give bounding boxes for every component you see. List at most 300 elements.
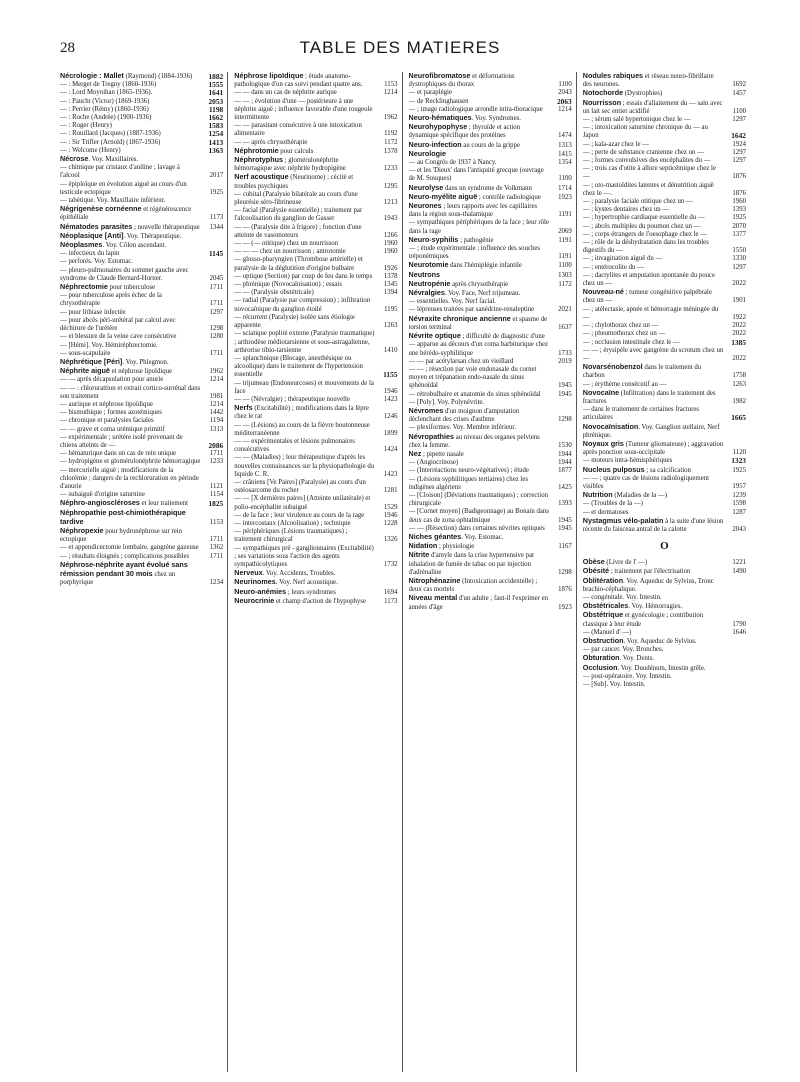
index-entry	[234, 422, 397, 438]
index-entry-page: 1313	[558, 141, 572, 149]
index-entry	[234, 98, 397, 123]
index-entry-text: — ; sérum salé hypertonique chez le —	[582, 116, 691, 124]
index-entry	[234, 396, 397, 404]
index-entry-page: 2045	[209, 274, 224, 282]
index-entry-text: — et dermatoses	[582, 508, 629, 516]
index-entry	[583, 577, 746, 594]
index-entry-text: Neurotomie dans l'hémiplégie infantile	[408, 260, 522, 270]
index-entry-text: Occlusion. Voy. Duodénum, Intestin grêle.	[582, 662, 706, 672]
index-entry-page: 1100	[558, 175, 572, 183]
index-entry	[583, 72, 746, 89]
index-entry-text: Néphro-angioscléroses et leur traitement	[60, 498, 189, 508]
index-entry-page: 2022	[732, 280, 746, 288]
index-headword: Neuro-myélite aiguë	[408, 191, 478, 201]
index-entry-page: 1711	[209, 284, 224, 292]
index-entry-text: Neutropénie après chrysothérapie	[408, 278, 509, 288]
index-entry	[583, 517, 746, 534]
index-entry-text: — ; kala-azar chez le —	[582, 140, 649, 148]
index-entry-text: — — (— otitique) chez un nourrisson	[234, 240, 339, 248]
index-entry	[583, 157, 746, 165]
index-entry	[583, 491, 746, 500]
index-entry-text: Nerfs (Excitabilité) ; modifications dans la lèpre chez le rat	[234, 403, 369, 421]
index-entry-page: 1423	[383, 470, 398, 478]
index-entry-page: 1214	[558, 105, 572, 113]
index-entry	[60, 106, 223, 114]
index-entry-page: 1960	[383, 240, 398, 248]
index-entry-page: 1298	[209, 325, 224, 333]
index-entry-text: Néoplasique [Anti]. Voy. Thérapeutique.	[60, 230, 182, 240]
index-entry-page: 1378	[383, 147, 398, 155]
index-entry-page: 1923	[558, 193, 572, 201]
index-entry-text: — (Manuel d' —)	[582, 628, 632, 636]
index-entry-text: Névropathies au niveau des organes pelviens chez la femme.	[408, 431, 540, 449]
index-entry-page: 1280	[209, 333, 224, 341]
index-entry-text: — — (Névralgie) ; thérapeutique nouvelle	[234, 395, 350, 403]
index-entry	[583, 99, 746, 116]
index-entry-text: — moteurs intra-hémisphériques	[582, 457, 673, 465]
index-entry-page: 1962	[209, 368, 224, 376]
index-entry	[583, 182, 746, 198]
index-entry-page: 1154	[209, 491, 224, 499]
index-entry-text: Névrite optique ; difficulté de diagnostic d'une — apparue au décours d'un coma barbiturique chez une hérédo-syphilitique	[408, 331, 549, 357]
index-headword: Neurohypophyse	[408, 122, 468, 132]
index-entry-text: — : Welcome (Henry)	[60, 146, 121, 154]
index-entry	[234, 156, 397, 173]
index-entry-text: Obésité ; traitement par l'électrisation	[582, 566, 691, 576]
index-entry	[409, 542, 572, 551]
index-entry-page: 1957	[732, 482, 746, 490]
index-entry-page: 1790	[732, 620, 746, 628]
index-entry-page: 1882	[208, 72, 224, 81]
index-entry	[409, 72, 572, 89]
index-entry-page: 1923	[558, 603, 572, 611]
index-headword: Névrite optique	[408, 331, 461, 341]
index-entry-text	[60, 509, 201, 527]
index-entry-page: 1642	[731, 131, 746, 141]
index-entry	[409, 202, 572, 219]
index-entry	[583, 264, 746, 272]
index-entry-text: — sympathiques pré - ganglionnaires (Excitabilité) ; ses variations sous l'action des agents sympathicolytiques	[234, 544, 374, 568]
index-entry	[409, 551, 572, 577]
index-columns	[60, 72, 750, 1072]
index-entry-page: 1172	[558, 280, 572, 288]
index-entry	[583, 664, 746, 673]
index-entry	[409, 289, 572, 298]
index-entry-page: 1192	[384, 130, 398, 138]
index-entry-text: Néphrite aiguë et néphrose lipoïdique	[60, 366, 173, 376]
index-headword: Neuro-syphilis	[408, 234, 459, 244]
index-entry-page: 1583	[208, 121, 224, 131]
index-entry-page: 1960	[383, 248, 398, 256]
index-headword: Neurofibromatose	[408, 72, 471, 80]
index-entry-page: 1263	[383, 322, 398, 330]
index-entry	[583, 339, 746, 347]
index-entry	[60, 317, 223, 333]
page-title: TABLE DES MATIERES	[299, 38, 501, 57]
index-entry-text: — ; intoxication saturnine chronique du — au Japon	[582, 124, 708, 140]
index-entry	[583, 681, 746, 689]
index-entry-text: — — (Paralysie obstétricale)	[234, 289, 314, 297]
index-entry-text: Obturation. Voy. Dents.	[582, 653, 655, 663]
index-entry-text: — : Sir Trifler (Arnold) (1867-1936)	[60, 138, 161, 146]
index-entry-page: 1922	[732, 313, 746, 321]
index-entry-text: Neurolyse dans un syndrome de Volkmann	[408, 182, 532, 192]
index-entry-page: 1711	[209, 450, 224, 458]
index-entry	[583, 475, 746, 491]
index-entry	[60, 283, 223, 292]
index-entry	[409, 315, 572, 332]
index-entry-text: — et les 'Dieux' dans l'antiquité grecque (ouvrage de M. Souques)	[408, 167, 544, 183]
index-entry	[583, 637, 746, 646]
index-entry-page: 1457	[732, 90, 746, 98]
index-entry-page: 1298	[558, 568, 572, 576]
index-entry-text: Nerf acoustique (Neurinome) ; cécité et troubles psychiques	[234, 172, 354, 190]
index-entry-page: 1945	[558, 516, 572, 524]
index-entry-page: 1424	[383, 446, 398, 454]
index-headword: Néphro-angioscléroses	[60, 498, 140, 508]
index-entry-text: — — ; évolution d'une — postérieure à une néphrite aiguë ; influence favorable d'une rougeole intermittente	[234, 97, 373, 122]
index-entry	[409, 594, 572, 611]
index-entry	[234, 173, 397, 190]
index-entry-text: — phrénique (Novocaïnisation) ; essais	[234, 281, 342, 289]
index-entry	[409, 407, 572, 424]
index-entry	[60, 267, 223, 283]
index-column-1	[60, 72, 228, 1072]
index-entry-page: 1945	[558, 390, 572, 398]
index-entry-page: 1694	[383, 588, 398, 596]
index-entry-text: Névraxite chronique ancienne et spasme de torsion terminal	[408, 313, 548, 331]
index-headword: Nerveux	[234, 568, 263, 578]
index-entry	[409, 332, 572, 358]
index-entry-text: Nitrophénazine (Intoxication accidentelle) ; deux cas mortels	[408, 575, 538, 594]
index-entry	[583, 141, 746, 149]
index-entry-page: 1925	[732, 214, 746, 222]
index-headword: Neurinomes	[234, 577, 276, 587]
index-entry-text: — intercostaux (Alcoolisation) ; technique	[234, 519, 351, 527]
index-entry-text: — chimique par cristaux d'aniline ; lavage à l'alcool	[60, 164, 180, 180]
index-entry-text: — — — chez un nourrisson ; antrotomie	[234, 248, 346, 256]
index-entry-text: — pour abcès péri-urétéral par calcul avec déchirure de l'urètère	[60, 316, 176, 333]
index-entry	[234, 89, 397, 97]
index-entry-text: — — ; résection par voie endonasale du cornet moyen et trépanation endo-nasale du sinus sphénoïdal	[408, 365, 537, 390]
index-entry	[234, 256, 397, 272]
index-entry-page: 1297	[209, 308, 224, 316]
index-entry-text: — (Interréactions neuro-végétatives) ; étude	[408, 467, 529, 475]
index-entry-text: Novocaïnisation. Voy. Ganglion stellaire, Nerf phrénique.	[582, 421, 720, 439]
index-entry-page: 1354	[558, 159, 572, 167]
index-entry	[583, 288, 746, 305]
index-entry-page: 1214	[209, 376, 224, 384]
index-headword: Négrigenèse cornéenne	[60, 204, 142, 214]
index-entry-text: Obstétricales. Voy. Hémorragies.	[582, 601, 683, 611]
index-entry-text: — — (Lésions) au cours de la fièvre boutonneuse méditerranéenne	[234, 421, 370, 437]
index-entry-page: 1982	[732, 397, 746, 405]
index-entry-text: — — : chlorurattion et extrait cortico-surrénal dans son traitement	[60, 384, 201, 400]
index-headword: Novocaïne	[582, 387, 620, 397]
index-entry-text: — ; entérocolite du —	[582, 263, 644, 271]
index-entry-page: 1100	[558, 81, 572, 89]
index-entry-text: Nouveau-né ; tumeur congénitive palpébrale chez un —	[582, 287, 712, 305]
index-headword: Nodules rabiques	[582, 72, 644, 80]
index-entry-text: — ; atélectasie, apnée et hémorragie méningée du —	[582, 305, 719, 321]
index-entry-page: 1344	[209, 223, 224, 231]
index-entry-page: 1297	[732, 116, 746, 124]
index-entry	[234, 207, 397, 223]
index-entry	[60, 467, 223, 492]
index-headword: Névropathies	[408, 431, 455, 441]
index-entry-text: Néoplasmes. Voy. Côlon ascendant.	[60, 240, 167, 250]
index-headword: Notochorde	[582, 88, 624, 98]
index-entry	[234, 545, 397, 570]
index-entry-page: 1303	[558, 271, 572, 279]
index-entry-text: — ; oto-mastoïdites latentes et dénutrition aiguë chez le —.	[582, 181, 714, 197]
index-entry-text: Nystagmus vélo-palatin à la suite d'une lésion récente du faisceau antral de la calotte	[582, 515, 724, 533]
index-entry-text: Obstruction. Voy. Aqueduc de Sylvius.	[582, 636, 697, 645]
index-entry-text: — pour tuberculose après échec de la chrysothérapie	[60, 292, 162, 308]
index-headword: Nutrition	[582, 490, 613, 500]
index-entry-page: 1899	[383, 429, 398, 437]
index-entry-page: 1298	[558, 416, 572, 424]
index-entry-page: 1323	[731, 456, 746, 466]
index-entry	[60, 122, 223, 130]
index-entry-page: 2053	[208, 96, 224, 106]
index-entry	[583, 206, 746, 214]
index-headword: Néphropexie	[60, 525, 104, 535]
index-entry-page: 1214	[383, 89, 398, 97]
index-entry-page: 1198	[208, 104, 224, 114]
index-entry	[60, 114, 223, 122]
index-entry	[60, 98, 223, 106]
index-entry-page: 1297	[732, 157, 746, 165]
index-entry	[409, 150, 572, 159]
index-headword: Novarsénobenzol	[582, 362, 643, 372]
index-entry-text: — rétrobulbaire et anatomie du sinus sphénoïdal	[408, 390, 541, 398]
index-entry-text: — — par acétylarsan chez un vieillard	[408, 357, 514, 365]
index-entry-text: — sous-scapulaire	[60, 349, 111, 357]
index-entry-text: — — (Paralysie dite à frigore) ; fonction d'une atteinte de vasomoteurs	[234, 223, 362, 239]
index-entry-page: 1120	[732, 449, 746, 457]
index-entry-page: 1345	[383, 281, 398, 289]
index-headword: Néphrectomie	[60, 282, 108, 292]
index-entry-page: 2043	[558, 89, 572, 97]
index-entry	[583, 165, 746, 181]
index-entry-page: 2022	[732, 354, 746, 362]
index-entry-page: 2043	[732, 525, 746, 533]
index-entry-page: 1425	[558, 483, 572, 491]
index-entry-text: — essentielles. Voy. Nerf facial.	[408, 298, 496, 306]
index-headword: Nystagmus vélo-palatin	[582, 515, 664, 525]
index-entry-text: — périphériques (Lésions traumatiques) ; traitement chirurgical	[234, 528, 348, 544]
index-entry-page: 1393	[558, 500, 572, 508]
index-entry-text: — hydropigène et glomérulonéphrite hémorragique	[60, 458, 201, 466]
index-headword: Nerf acoustique	[234, 172, 289, 182]
index-entry-page: 1377	[732, 230, 746, 238]
index-entry-text: — ; corps étrangers de l'oesophage chez le —	[582, 230, 708, 238]
index-entry	[583, 673, 746, 681]
index-column-3	[409, 72, 577, 1072]
index-entry-text: Obèse (Livre de l' —)	[582, 557, 648, 567]
index-entry	[60, 385, 223, 401]
index-entry-text: — ; chylothorax chez un —	[582, 322, 659, 330]
index-entry	[234, 512, 397, 520]
index-entry-text: Nidation ; physiologie	[408, 541, 475, 551]
index-entry-text: Néphrectomie pour tuberculose	[60, 282, 156, 292]
index-entry	[583, 322, 746, 330]
index-entry	[409, 391, 572, 399]
index-entry-page: 1946	[383, 511, 398, 519]
index-entry-page: 2022	[732, 322, 746, 330]
index-entry	[234, 240, 397, 248]
index-headword: Névraxite chronique ancienne	[408, 313, 511, 323]
index-entry	[583, 389, 746, 406]
index-headword: Noyaux gris	[582, 438, 624, 448]
index-entry	[583, 440, 746, 457]
index-headword: Neurones	[408, 201, 442, 211]
index-entry	[583, 466, 746, 475]
index-entry	[60, 333, 223, 341]
index-entry-text: — ; étude expérimentale ; influence des souches tréponémiques	[408, 245, 541, 261]
index-headword: Neuro-anémies	[234, 586, 287, 596]
index-entry-page: 1877	[558, 467, 572, 475]
index-entry	[234, 495, 397, 511]
index-entry	[409, 298, 572, 306]
index-entry-page: 1925	[209, 188, 224, 196]
index-entry-text: — mercurielle aiguë ; modifications de la chlorémie ; dangers de la rechloruration en période d'anurie	[60, 466, 199, 490]
index-entry-page: 1281	[383, 487, 398, 495]
index-entry-page: 1876	[558, 586, 572, 594]
index-headword: Nouveau-né	[582, 287, 624, 297]
index-headword: Obésité	[582, 566, 610, 576]
index-headword: Obstétrique	[582, 610, 624, 620]
index-entry-text: Neuro-anémies ; leurs syndromes	[234, 586, 336, 596]
index-entry-page: 1263	[732, 380, 746, 388]
index-entry-text: Néphrotyphus ; glomérulonéphrite hémorragique avec néphrite hydropigène	[234, 155, 346, 173]
index-entry-text: — auriique et néphrose lipoïdique	[60, 400, 153, 408]
index-entry-page: 1646	[732, 628, 746, 636]
index-entry	[234, 479, 397, 495]
index-entry	[60, 509, 223, 527]
index-entry-page: 1662	[208, 113, 224, 123]
index-entry-page: 1876	[732, 173, 746, 181]
index-entry-text: — pleuro-pulmonaires du sommet gauche avec syndrome de Claude Bernard-Horner.	[60, 266, 189, 282]
index-headword: Néphrose lipoïdique	[234, 72, 304, 80]
index-entry	[234, 72, 397, 89]
index-entry-page: 2019	[558, 357, 572, 365]
index-entry	[583, 198, 746, 206]
index-entry-page: 1598	[732, 500, 746, 508]
index-entry-text: — ; érythème consécutif au —	[582, 380, 667, 388]
index-entry	[409, 508, 572, 524]
index-headword: Neurologie	[408, 148, 447, 158]
index-entry	[234, 297, 397, 313]
index-entry-text	[409, 150, 550, 159]
index-entry	[60, 309, 223, 317]
index-entry-text: — dans le traitement de certaines fractures articulaires	[582, 406, 699, 422]
index-entry-page: 1246	[383, 413, 398, 421]
index-entry	[583, 611, 746, 628]
index-entry-text: Novarsénobenzol dans le traitement du charbon	[582, 362, 702, 380]
index-entry-text: — ; invagination aiguë du —	[582, 255, 663, 263]
index-headword: Neuro-hématiques	[408, 113, 472, 123]
index-entry-text: — : Roger (Henry)	[60, 122, 112, 130]
index-entry	[234, 191, 397, 207]
index-entry-page: 1555	[208, 80, 224, 90]
index-entry-page: 1946	[383, 387, 398, 395]
index-entry-text: — — grave et coma urémique primitif	[60, 425, 165, 433]
index-entry	[60, 81, 223, 89]
index-entry	[234, 314, 397, 330]
index-entry-text: — optique (Section) par coup de feu dans le temps	[234, 272, 373, 280]
index-entry	[234, 454, 397, 479]
index-entry-text: — ; dactylites et amputation spontanée du pouce chez un —	[582, 271, 716, 288]
index-entry-page: 1442	[209, 409, 224, 417]
index-entry	[409, 358, 572, 366]
index-entry-page: 1692	[732, 81, 746, 89]
index-entry-page: 1529	[383, 503, 398, 511]
index-entry-page: 1733	[558, 349, 572, 357]
index-headword: Néphrose-néphrite ayant évolué sans rémission pendant 30 mois	[60, 559, 188, 578]
index-entry-text: — — [X dernières paires] (Atteinte unilatérale) et polio-encéphalite subaiguë	[234, 495, 371, 511]
index-entry	[234, 355, 397, 380]
index-entry-text: Néphrose-néphrite ayant évolué sans rémission pendant 30 mois chez un porphyrique	[60, 559, 188, 587]
index-entry	[409, 167, 572, 183]
index-entry	[60, 241, 223, 250]
index-entry-text: Nématodes parasites ; nouvelle thérapeutique	[60, 221, 200, 231]
index-entry-page: 1221	[732, 559, 746, 567]
index-entry	[409, 492, 572, 508]
index-entry-text: Nitrite d'amyle dans la crise hypertensive par inhalation de fumée de tabac ou par injection d'adrénaline	[408, 550, 535, 576]
index-entry-text: Nucleus pulposus ; sa calcification	[582, 464, 691, 474]
index-entry-text: Niveau mental d'un adulte ; faut-il l'exprimer en années d'âge	[408, 593, 549, 611]
index-entry-page: 2022	[732, 330, 746, 338]
index-entry-text: — post-opératoire. Voy. Intestin.	[582, 672, 672, 680]
index-entry	[409, 123, 572, 140]
index-entry-text: — glosso-pharyngien (Thrombose artérielle) et paralysie de la déglutition d'origine bulbaire	[234, 256, 363, 272]
index-entry	[60, 561, 223, 588]
index-entry	[60, 89, 223, 97]
index-entry	[409, 577, 572, 594]
index-entry-text: — et paraplégie	[408, 89, 452, 97]
index-entry-text: — : Rouillard (Jacques) (1887-1936)	[60, 130, 161, 138]
index-entry-text: — radial (Paralysie par compression) ; infiltration novocaïnique du ganglion étoilé	[234, 297, 371, 313]
index-entry-text: Notochorde (Dystrophies)	[582, 88, 663, 98]
index-headword: Nez	[408, 448, 422, 458]
index-entry	[60, 258, 223, 266]
index-entry-page: 1153	[209, 518, 224, 526]
index-entry-page: 1191	[558, 253, 572, 261]
index-entry	[409, 89, 572, 97]
index-entry	[60, 426, 223, 434]
index-entry-page: 1121	[209, 482, 224, 490]
index-entry	[409, 159, 572, 167]
index-entry-text: Néphrose lipoïdique ; étude anatomo-pathologique d'un cas suivi pendant quatre ans.	[234, 72, 363, 89]
index-entry-page: 1100	[558, 262, 572, 270]
index-entry-page: 1297	[732, 148, 746, 156]
index-entry	[60, 342, 223, 350]
index-entry-text: — : Roche (Andrée) (1900-1936)	[60, 114, 152, 122]
index-entry-text: Obstétrique et gynécologie ; contribution classique à leur étude	[582, 610, 704, 628]
index-entry	[583, 272, 746, 288]
index-entry-text: — ; pheumothorax chez un —	[582, 330, 666, 338]
index-entry	[234, 248, 397, 256]
index-entry-text: — bismuthique ; formes azotémiques	[60, 409, 162, 417]
index-entry-text: Neuro-syphilis ; pathogénie	[408, 234, 494, 244]
index-entry	[60, 72, 223, 81]
index-headword: Novocaïnisation	[582, 421, 639, 431]
index-entry-text: — récurrent (Paralysie) isolée sans étiologie apparente	[234, 313, 355, 330]
index-entry	[409, 433, 572, 450]
index-entry-page: 1233	[209, 458, 224, 466]
